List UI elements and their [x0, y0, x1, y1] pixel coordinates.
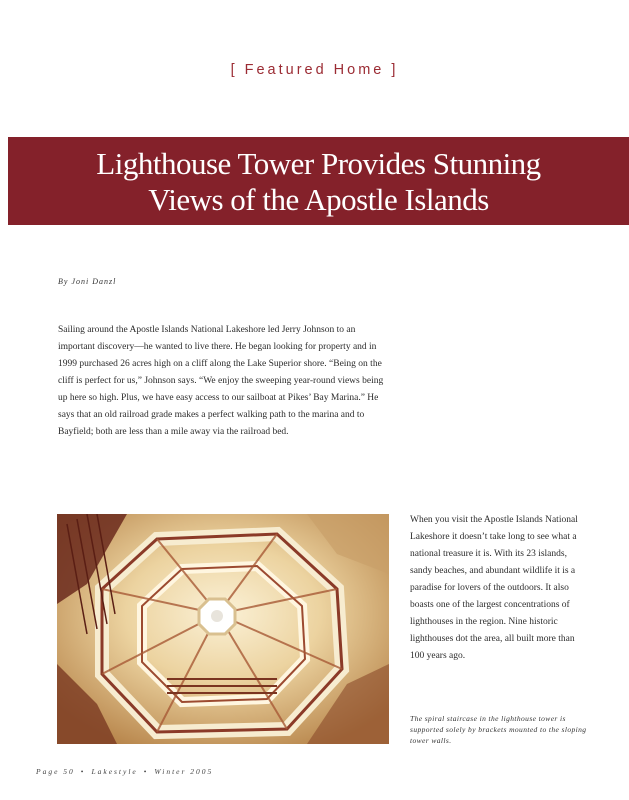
byline: By Joni Danzl [58, 277, 117, 286]
footer-separator: • [80, 767, 86, 776]
footer-publication: Lakestyle [91, 767, 138, 776]
photo-caption: The spiral staircase in the lighthouse tower is supported solely by brackets mounted to the sloping tower walls. [410, 714, 587, 745]
sidebar-paragraph: When you visit the Apostle Islands National Lakeshore it doesn’t take long to see what a national treasure it is. With its 23 islands, sandy beaches, and abundant wildlife it is a paradise for lovers of the outdoors. It also boasts one of the largest concentrations of lighthouses in the region. Nine historic lighthouses dot the area, all built more than 100 years ago. [410, 515, 578, 661]
title-line-1: Lighthouse Tower Provides Stunning [96, 146, 541, 181]
page-footer [36, 767, 213, 776]
staircase-photo [57, 514, 389, 744]
intro-paragraph: Sailing around the Apostle Islands National Lakeshore led Jerry Johnson to an important discovery—he wanted to live there. He began looking for property and in 1999 purchased 26 acres high on a cliff along the Lake Superior shore. “Being on the cliff is perfect for us,” Johnson says. “We enjoy the sweeping year-round views being up here so high. Plus, we have easy access to our sailboat at Pikes’ Bay Marina.” He says that an old railroad grade makes a perfect walking path to the marina and to Bayfield; both are less than a mile away via the railroad bed. [58, 325, 384, 437]
footer-page: Page 50 [36, 767, 75, 776]
footer-separator: • [143, 767, 149, 776]
lighthouse-staircase-icon [57, 514, 389, 744]
article-title [8, 146, 629, 218]
section-label: [ Featured Home ] [230, 62, 399, 78]
footer-issue: Winter 2005 [154, 767, 214, 776]
title-line-2: Views of the Apostle Islands [148, 182, 489, 217]
